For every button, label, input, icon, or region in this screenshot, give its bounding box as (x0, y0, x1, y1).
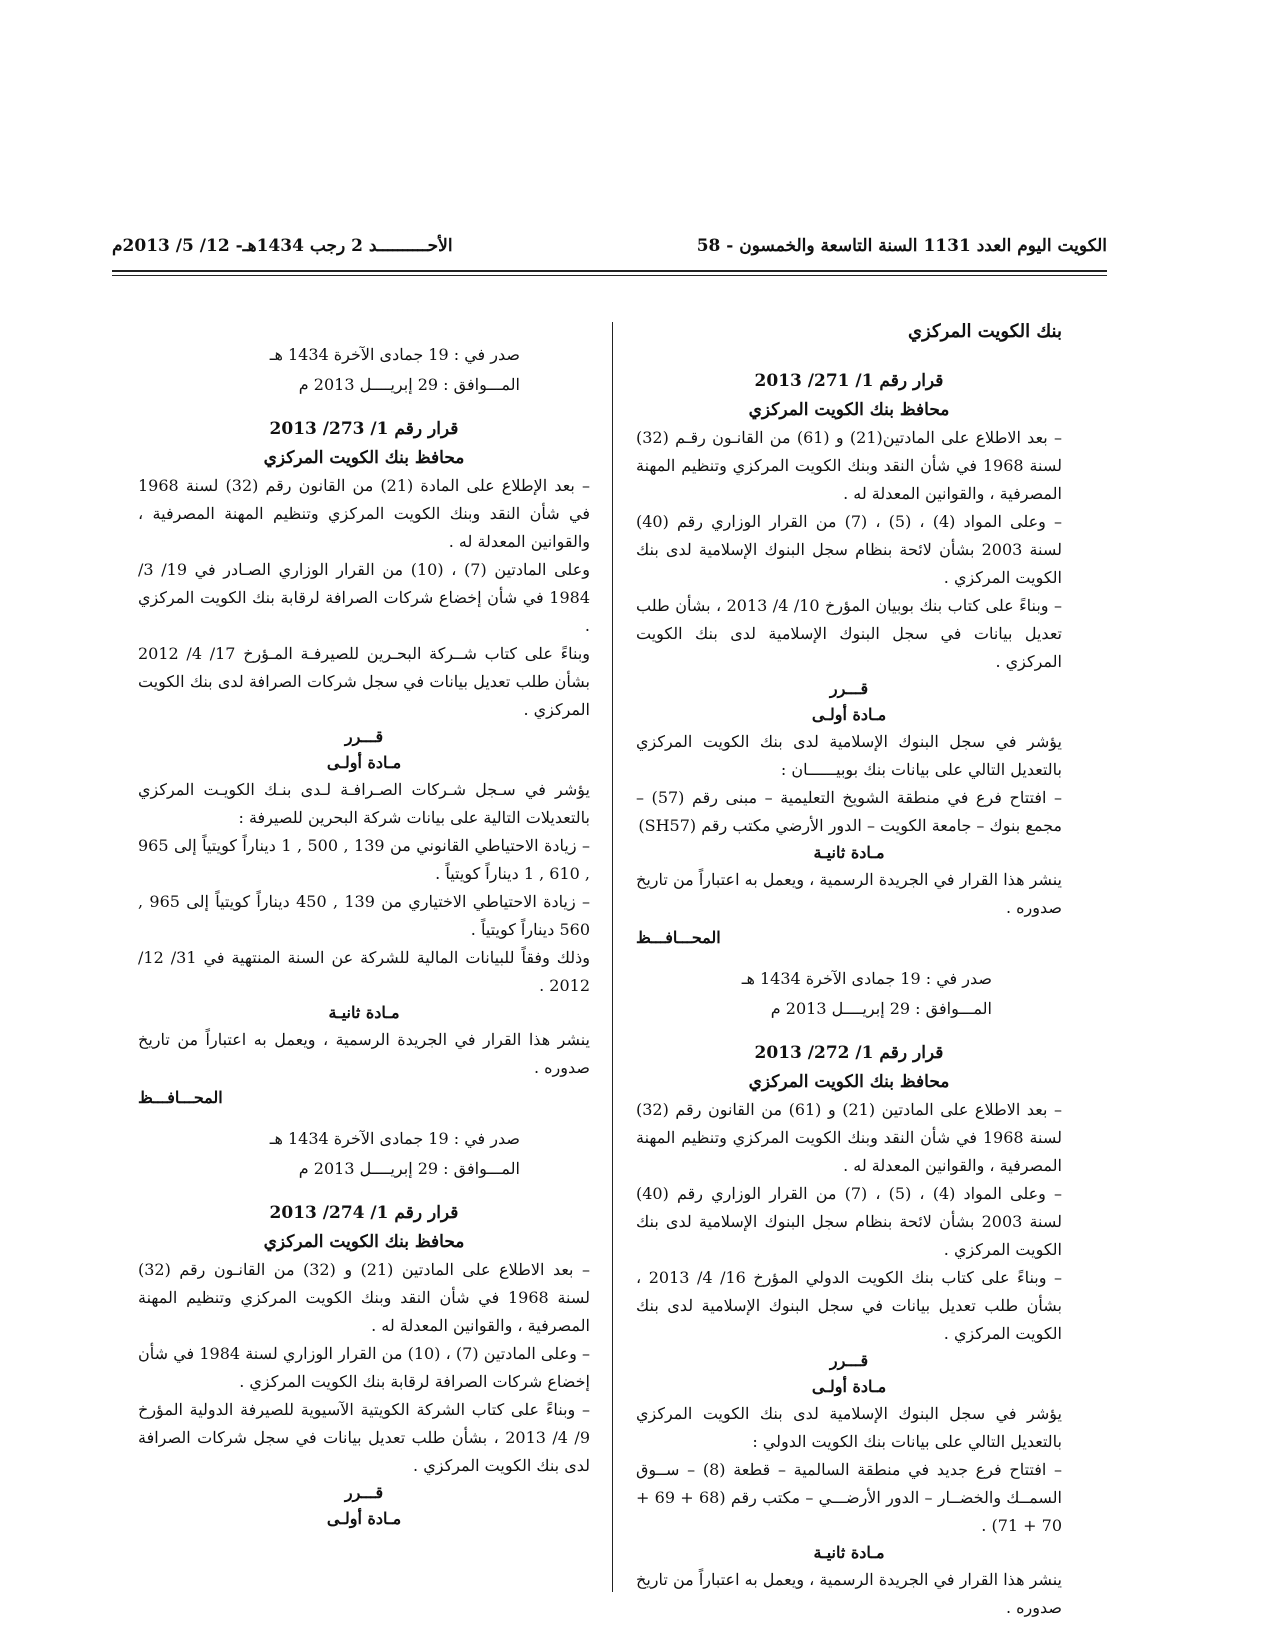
header-date: الأحــــــــــد 2 رجب 1434هـ- 12/ 5/ 2013م (112, 236, 453, 256)
paragraph: – وبناءً على كتاب بنك بوبيان المؤرخ 10/ 4/ 2013 ، بشأن طلب تعديل بيانات في سجل البنوك الإسلامية لدى بنك الكويت المركزي . (636, 596, 1062, 671)
article-heading: مـادة أولـى (326, 1509, 402, 1528)
issued-date: صدر في : 19 جمادى الآخرة 1434 هـ (269, 1129, 520, 1148)
paragraph: – بعد الإطلاع على المادة (21) من القانون رقم (32) لسنة 1968 في شأن النقد وبنك الكويت المركزي وتنظيم المهنة المصرفية ، والقوانين المعدلة له . (138, 476, 591, 551)
header-rule-thin (112, 275, 1107, 276)
paragraph: – وبناءً على كتاب بنك الكويت الدولي المؤرخ 16/ 4/ 2013 ، بشأن طلب تعديل بيانات في سجل البنوك الإسلامية لدى بنك الكويت المركزي . (636, 1268, 1063, 1343)
article-heading: مـادة ثانيـة (328, 1003, 400, 1022)
decision-issuer: محافظ بنك الكويت المركزي (748, 1072, 950, 1092)
paragraph: – افتتاح فرع جديد في منطقة السالمية – قطعة (8) – ســوق السمــك والخضــار – الدور الأرضـــي – مكتب رقم (68 + 69 + 70 + 71) . (636, 1460, 1063, 1535)
issue-dates (636, 964, 1062, 1024)
paragraph: – بعد الاطلاع على المادتين(21) و (61) من القانـون رقـم (32) لسنة 1968 في شأن النقد وبنك الكويت المركزي وتنظيم المهنة المصرفية ، والقوانين المعدلة له . (636, 428, 1063, 503)
paragraph: – وعلى المادتين (7) ، (10) من القرار الوزاري لسنة 1984 في شأن إخضاع شركات الصرافة لرقابة بنك الكويت المركزي . (138, 1344, 590, 1391)
article-heading: مـادة أولـى (326, 753, 402, 772)
paragraph: يؤشر في سجل البنوك الإسلامية لدى بنك الكويت المركزي بالتعديل التالي على بيانات بنك بوبيــــــان : (636, 732, 1062, 779)
decision-title: قرار رقم 1/ 272/ 2013 (754, 1043, 944, 1063)
paragraph: وبناءً على كتاب شــركة البحـرين للصيرفـة المـؤرخ 17/ 4/ 2012 بشأن طلب تعديل بيانات في سجل شركات الصرافة لدى بنك الكويت المركزي . (138, 644, 591, 719)
decided-heading: قـــرر (829, 679, 869, 698)
decision-title: قرار رقم 1/ 274/ 2013 (269, 1203, 459, 1223)
paragraph: – وعلى المواد (4) ، (5) ، (7) من القرار الوزاري رقم (40) لسنة 2003 بشأن لائحة بنظام سجل البنوك الإسلامية لدى بنك الكويت المركزي . (636, 512, 1063, 587)
decision-issuer: محافظ بنك الكويت المركزي (263, 1232, 465, 1252)
paragraph: وذلك وفقاً للبيانات المالية للشركة عن السنة المنتهية في 31/ 12/ 2012 . (138, 948, 590, 995)
paragraph: – افتتاح فرع في منطقة الشويخ التعليمية – مبنى رقم (57) – مجمع بنوك – جامعة الكويت – الدور الأرضي مكتب رقم (SH57) (636, 788, 1063, 835)
issued-date: صدر في : 19 جمادى الآخرة 1434 هـ (269, 345, 520, 364)
paragraph: – بعد الاطلاع على المادتين (21) و (32) من القانـون رقم (32) لسنة 1968 في شأن النقد وبنك الكويت المركزي وتنظيم المهنة المصرفية ، والقوانين المعدلة له . (138, 1260, 591, 1335)
governor-signature: المحـــافـــظ (138, 1088, 223, 1107)
issued-date: صدر في : 19 جمادى الآخرة 1434 هـ (741, 969, 992, 988)
paragraph: – زيادة الاحتياطي الاختياري من 139 , 450 ديناراً كويتياً إلى 965 , 560 ديناراً كويتياً . (138, 892, 590, 939)
paragraph: – زيادة الاحتياطي القانوني من 139 , 500 , 1 ديناراً كويتياً إلى 965 , 610 , 1 ديناراً كويتياً . (138, 836, 590, 883)
decision-272 (636, 1038, 1062, 1622)
paragraph: ينشر هذا القرار في الجريدة الرسمية ، ويعمل به اعتباراً من تاريخ صدوره . (636, 870, 1062, 917)
paragraph: – بعد الاطلاع على المادتين (21) و (61) من القانون رقم (32) لسنة 1968 في شأن النقد وبنك الكويت المركزي وتنظيم المهنة المصرفية ، والقوانين المعدلة له . (636, 1100, 1062, 1175)
page-header (112, 236, 1107, 262)
decision-title: قرار رقم 1/ 271/ 2013 (754, 371, 944, 391)
article-heading: مـادة أولـى (811, 705, 887, 724)
section-title: بنك الكويت المركزي (908, 321, 1062, 342)
decision-274 (138, 1198, 590, 1532)
corresponding-date: المـــوافق : 29 إبريــــل 2013 م (770, 999, 992, 1018)
paragraph: ينشر هذا القرار في الجريدة الرسمية ، ويعمل به اعتباراً من تاريخ صدوره . (138, 1030, 590, 1077)
article-heading: مـادة ثانيـة (813, 1543, 885, 1562)
governor-signature: المحـــافـــظ (636, 928, 721, 947)
left-column (138, 340, 590, 1532)
corresponding-date: المـــوافق : 29 إبريــــل 2013 م (298, 1159, 520, 1178)
issue-dates (138, 1124, 590, 1184)
paragraph: يؤشر في سـجل شـركات الصـرافـة لـدى بنـك الكويـت المركزي بالتعديلات التالية على بيانات شركة البحرين للصيرفة : (138, 780, 590, 827)
decision-issuer: محافظ بنك الكويت المركزي (748, 400, 950, 420)
decision-271 (636, 366, 1062, 1024)
decided-heading: قـــرر (344, 727, 384, 746)
decided-heading: قـــرر (344, 1483, 384, 1502)
decision-issuer: محافظ بنك الكويت المركزي (263, 448, 465, 468)
paragraph: – وعلى المواد (4) ، (5) ، (7) من القرار الوزاري رقم (40) لسنة 2003 بشأن لائحة بنظام سجل البنوك الإسلامية لدى بنك الكويت المركزي . (636, 1184, 1063, 1259)
corresponding-date: المـــوافق : 29 إبريــــل 2013 م (298, 375, 520, 394)
paragraph: – وبناءً على كتاب الشركة الكويتية الآسيوية للصيرفة الدولية المؤرخ 9/ 4/ 2013 ، بشأن طلب تعديل بيانات في سجل شركات الصرافة لدى بنك الكويت المركزي . (138, 1400, 591, 1475)
decided-heading: قـــرر (829, 1351, 869, 1370)
paragraph: ينشر هذا القرار في الجريدة الرسمية ، ويعمل به اعتباراً من تاريخ صدوره . (636, 1570, 1062, 1617)
article-heading: مـادة أولـى (811, 1377, 887, 1396)
decision-title: قرار رقم 1/ 273/ 2013 (269, 419, 459, 439)
header-issue-info: الكويت اليوم العدد 1131 السنة التاسعة والخمسون - 58 (696, 236, 1107, 256)
paragraph: يؤشر في سجل البنوك الإسلامية لدى بنك الكويت المركزي بالتعديل التالي على بيانات بنك الكويت الدولي : (636, 1404, 1062, 1451)
decision-273 (138, 414, 590, 1184)
paragraph: وعلى المادتين (7) ، (10) من القرار الوزاري الصـادر في 19/ 3/ 1984 في شأن إخضاع شركات الصرافة لرقابة بنك الكويت المركزي . (138, 560, 590, 635)
article-heading: مـادة ثانيـة (813, 843, 885, 862)
column-divider (612, 322, 613, 1592)
issue-dates (138, 340, 590, 400)
header-rule (112, 270, 1107, 272)
right-column (636, 318, 1062, 1622)
